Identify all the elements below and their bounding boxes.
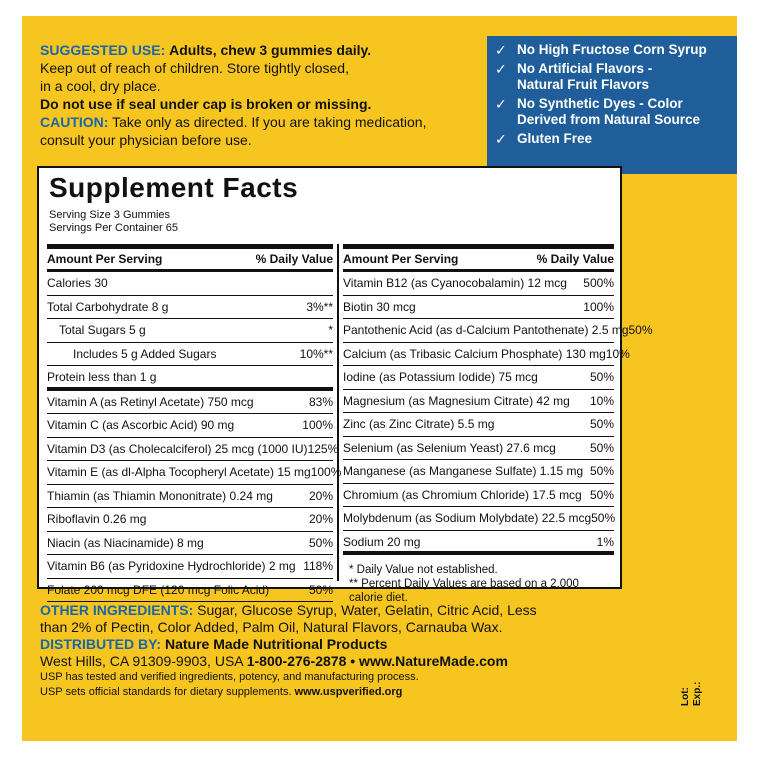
distributed-by-label: DISTRIBUTED BY: — [40, 636, 162, 652]
storage-line-2: in a cool, dry place. — [40, 78, 161, 94]
nutrient-name: Sodium 20 mg — [343, 534, 421, 549]
nutrient-name: Vitamin D3 (as Cholecalciferol) 25 mcg (1000 IU) — [47, 441, 308, 456]
nutrient-row — [343, 507, 614, 531]
caution-label: CAUTION: — [40, 114, 109, 130]
check-icon: ✓ — [495, 42, 507, 58]
nutrient-name: Protein less than 1 g — [47, 370, 157, 384]
facts-header-row — [47, 244, 333, 272]
nutrient-row — [343, 460, 614, 484]
claims-box — [487, 36, 737, 174]
nutrient-row — [47, 485, 333, 509]
product-label — [22, 16, 737, 741]
nutrient-name: Folate 200 mcg DFE (120 mcg Folic Acid) — [47, 582, 270, 597]
usage-section — [40, 41, 480, 149]
nutrient-row — [47, 319, 333, 343]
claim-item — [495, 96, 731, 128]
address-line — [40, 653, 640, 670]
dv-header: % Daily Value — [255, 252, 333, 266]
distributor-line — [40, 636, 640, 653]
distributor-name: Nature Made Nutritional Products — [164, 636, 388, 652]
nutrient-dv: 50% — [589, 440, 614, 455]
serving-size: Serving Size 3 Gummies — [49, 209, 171, 221]
nutrient-row — [47, 461, 342, 485]
nutrient-name: Calories 30 — [47, 276, 108, 290]
nutrient-name: Total Sugars 5 g — [59, 323, 146, 337]
nutrient-name: Molybdenum (as Sodium Molybdate) 22.5 mcg — [343, 511, 592, 525]
nutrient-name: Chromium (as Chromium Chloride) 17.5 mcg — [343, 487, 582, 502]
nutrient-row — [343, 437, 614, 461]
claim-text: Derived from Natural Source — [517, 112, 701, 127]
nutrient-dv: 50% — [589, 487, 614, 502]
nutrient-dv: 50% — [589, 464, 614, 478]
facts-header-row — [343, 244, 614, 272]
column-divider — [337, 244, 339, 581]
nutrient-row — [47, 438, 339, 462]
supplement-facts-panel — [37, 166, 653, 604]
suggested-dose: Adults, chew 3 gummies daily. — [169, 42, 372, 58]
claim-text: No High Fructose Corn Syrup — [517, 42, 707, 57]
other-ingredients-line — [40, 602, 640, 619]
nutrient-name: Total Carbohydrate 8 g — [47, 299, 169, 314]
caution-line — [40, 113, 480, 131]
nutrient-name: Vitamin C (as Ascorbic Acid) 90 mg — [47, 418, 235, 432]
nutrient-name: Riboflavin 0.26 mg — [47, 512, 147, 526]
lot-label: Lot: — [680, 687, 691, 706]
nutrient-dv: 100% — [310, 465, 342, 479]
facts-title: Supplement Facts — [49, 172, 299, 203]
claim-text: Gluten Free — [517, 131, 593, 146]
usp-url: www.uspverified.org — [294, 686, 403, 698]
right-rows — [343, 272, 653, 555]
nutrient-dv: 50% — [308, 535, 333, 550]
footnotes — [343, 555, 614, 605]
claim-text: No Synthetic Dyes - Color — [517, 96, 683, 111]
nutrient-dv: 1% — [596, 534, 614, 549]
nutrient-row — [47, 579, 333, 603]
nutrient-row — [343, 413, 614, 437]
nutrient-dv: 10% — [605, 346, 630, 361]
serving-info — [49, 209, 178, 235]
nutrient-row — [47, 272, 333, 296]
suggested-use-line — [40, 41, 480, 59]
nutrient-name: Selenium (as Selenium Yeast) 27.6 mcg — [343, 440, 556, 455]
nutrient-dv: 50% — [628, 323, 653, 337]
nutrient-row — [47, 508, 333, 532]
nutrient-row — [47, 414, 333, 438]
left-rows — [47, 272, 342, 602]
usp-line-2 — [40, 685, 640, 700]
nutrient-dv: 118% — [303, 559, 333, 573]
nutrient-dv: 100% — [302, 418, 333, 432]
nutrient-row — [343, 484, 614, 508]
nutrient-dv: 20% — [308, 512, 333, 526]
caution-text-2: consult your physician before use. — [40, 132, 252, 148]
nutrient-name: Biotin 30 mcg — [343, 299, 416, 314]
nutrient-name: Zinc (as Zinc Citrate) 5.5 mg — [343, 417, 495, 431]
lot-exp — [680, 682, 704, 706]
ingredients-text-2: than 2% of Pectin, Color Added, Palm Oil, Natural Flavors, Carnauba Wax. — [40, 619, 503, 635]
bottom-section — [40, 602, 640, 700]
nutrient-name: Niacin (as Niacinamide) 8 mg — [47, 535, 204, 550]
nutrient-dv: 50% — [589, 417, 614, 431]
nutrient-row — [47, 366, 333, 391]
nutrient-dv: 10%** — [299, 346, 333, 361]
nutrient-row — [47, 343, 333, 367]
claim-item — [495, 61, 731, 93]
nutrient-dv: 83% — [308, 394, 333, 409]
nutrient-row — [343, 531, 614, 556]
usp-line-1: USP has tested and verified ingredients, potency, and manufacturing process. — [40, 671, 419, 683]
storage-line-1: Keep out of reach of children. Store tightly closed, — [40, 60, 349, 76]
nutrient-row — [47, 391, 333, 415]
nutrient-name: Vitamin A (as Retinyl Acetate) 750 mcg — [47, 394, 254, 409]
nutrient-dv: 20% — [308, 488, 333, 503]
nutrient-row — [343, 272, 614, 296]
nutrient-row — [47, 555, 333, 579]
nutrient-name: Vitamin E (as dl-Alpha Tocopheryl Acetate) 15 mg — [47, 465, 311, 479]
nutrient-dv: 3%** — [306, 299, 333, 314]
claim-item — [495, 131, 731, 147]
nutrient-name: Manganese (as Manganese Sulfate) 1.15 mg — [343, 464, 584, 478]
caution-text-1: Take only as directed. If you are taking medication, — [112, 114, 427, 130]
distributor-address: West Hills, CA 91309-9903, USA — [40, 653, 243, 669]
nutrient-row — [343, 366, 614, 390]
nutrient-dv: 50% — [589, 370, 614, 384]
seal-warning: Do not use if seal under cap is broken or missing. — [40, 96, 372, 112]
nutrient-dv: 500% — [583, 276, 614, 290]
nutrient-dv: 10% — [589, 393, 614, 408]
check-icon: ✓ — [495, 61, 507, 77]
nutrient-row — [343, 390, 614, 414]
nutrient-dv: 100% — [583, 299, 614, 314]
nutrient-name: Calcium (as Tribasic Calcium Phosphate) 130 mg — [343, 346, 606, 361]
phone-web: 1-800-276-2878 • www.NatureMade.com — [246, 653, 508, 669]
nutrient-name: Magnesium (as Magnesium Citrate) 42 mg — [343, 393, 570, 408]
amount-header: Amount Per Serving — [47, 252, 163, 266]
suggested-use-label: SUGGESTED USE: — [40, 42, 166, 58]
nutrient-name: Includes 5 g Added Sugars — [73, 346, 217, 361]
footnote-1: * Daily Value not established. — [349, 564, 498, 576]
nutrient-name: Iodine (as Potassium Iodide) 75 mcg — [343, 370, 538, 384]
nutrient-dv: 50% — [591, 511, 616, 525]
nutrient-row — [343, 296, 614, 320]
nutrient-row — [47, 296, 333, 320]
other-ingredients-label: OTHER INGREDIENTS: — [40, 602, 194, 618]
facts-column-left — [47, 244, 342, 602]
nutrient-dv: 125% — [307, 441, 339, 456]
dv-header: % Daily Value — [536, 252, 614, 266]
amount-header: Amount Per Serving — [343, 252, 459, 266]
nutrient-name: Vitamin B6 (as Pyridoxine Hydrochloride) 2 mg — [47, 559, 296, 573]
nutrient-dv: * — [328, 323, 333, 337]
check-icon: ✓ — [495, 96, 507, 112]
nutrient-name: Vitamin B12 (as Cyanocobalamin) 12 mcg — [343, 276, 567, 290]
usp-text: USP sets official standards for dietary supplements. — [40, 686, 292, 698]
servings-per-container: Servings Per Container 65 — [49, 222, 179, 234]
nutrient-dv: 50% — [308, 582, 333, 597]
check-icon: ✓ — [495, 131, 507, 147]
nutrient-name: Pantothenic Acid (as d-Calcium Pantothenate) 2.5 mg — [343, 323, 629, 337]
footnote-2: ** Percent Daily Values are based on a 2,000 calorie diet. — [349, 578, 579, 604]
ingredients-text-1: Sugar, Glucose Syrup, Water, Gelatin, Citric Acid, Less — [197, 602, 537, 618]
claim-item — [495, 42, 731, 58]
nutrient-row — [343, 319, 653, 343]
claim-text: No Artificial Flavors - — [517, 61, 653, 76]
facts-column-right — [343, 244, 653, 605]
nutrient-name: Thiamin (as Thiamin Mononitrate) 0.24 mg — [47, 488, 273, 503]
nutrient-row — [47, 532, 333, 556]
exp-label: Exp.: — [692, 681, 703, 706]
claim-text: Natural Fruit Flavors — [517, 77, 650, 92]
nutrient-row — [343, 343, 630, 367]
